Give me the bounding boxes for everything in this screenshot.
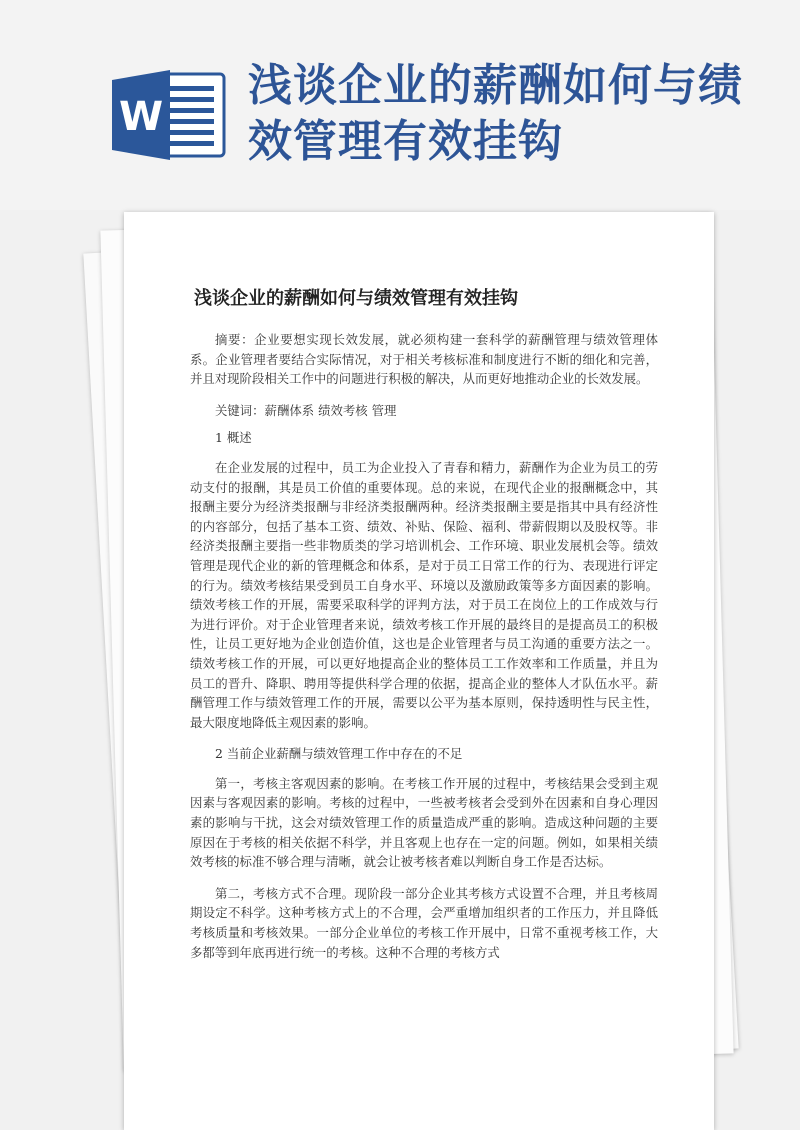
document-title: 浅谈企业的薪酬如何与绩效管理有效挂钩 <box>194 288 518 309</box>
svg-text:W: W <box>119 94 164 140</box>
body-paragraph: 在企业发展的过程中，员工为企业投入了青春和精力，薪酬作为企业为员工的劳动支付的报酬，其是员工价值的重要体现。总的来说，在现代企业的报酬概念中，其报酬主要分为经济类报酬与非经济类报酬两种。经济类报酬主要是指其中具有经济性的内容部分，包括了基本工资、绩效、补贴、保险、福利、带薪假期以及股权等。非经济类报酬主要指一些非物质类的学习培训机会、工作环境、职业发展机会等。绩效管理是现代企业的新的管理概念和体系，是对于员工日常工作的行为、表现进行评定的行为。绩效考核结果受到员工自身水平、环境以及激励政策等多方面因素的影响。绩效考核工作的开展，需要采取科学的评判方法，对于员工在岗位上的工作成效与行为进行评价。对于企业管理者来说，绩效考核工作开展的最终目的是提高员工的积极性，让员工更好地为企业创造价值，这也是企业管理者与员工沟通的重要方法之一。绩效考核工作的开展，可以更好地提高企业的整体员工工作效率和工作质量，并且为员工的晋升、降职、聘用等提供科学合理的依据，提高企业的整体人才队伍水平。薪酬管理工作与绩效管理工作的开展，需要以公平为基本原则，保持透明性与民主性，最大限度地降低主观因素的影响。 <box>190 459 658 730</box>
word-document-icon <box>108 64 228 164</box>
section-heading: 2 当前企业薪酬与绩效管理工作中存在的不足 <box>215 746 463 762</box>
document-page <box>124 212 714 1130</box>
body-paragraph: 第二，考核方式不合理。现阶段一部分企业其考核方式设置不合理，并且考核周期设定不科学。这种考核方式上的不合理，会严重增加组织者的工作压力，并且降低考核质量和考核效果。一部分企业单位的考核工作开展中，日常不重视考核工作，大多都等到年底再进行统一的考核。这种不合理的考核方式 <box>190 885 658 960</box>
body-paragraph: 第一，考核主客观因素的影响。在考核工作开展的过程中，考核结果会受到主观因素与客观因素的影响。考核的过程中，一些被考核者会受到外在因素和自身心理因素的影响与干扰，这会对绩效管理工作的质量造成严重的影响。造成这种问题的主要原因在于考核的相关依据不科学，并且客观上也存在一定的问题。例如，如果相关绩效考核的标准不够合理与清晰，就会让被考核者难以判断自身工作是否达标。 <box>190 775 658 870</box>
section-heading: 1 概述 <box>215 430 252 446</box>
keywords-line: 关键词：薪酬体系 绩效考核 管理 <box>215 402 397 418</box>
document-body <box>190 330 658 974</box>
abstract-paragraph: 摘要：企业要想实现长效发展，就必须构建一套科学的薪酬管理与绩效管理体系。企业管理者要结合实际情况，对于相关考核标准和制度进行不断的细化和完善，并且对现阶段相关工作中的问题进行积极的解决，从而更好地推动企业的长效发展。 <box>190 332 658 387</box>
banner-title: 浅谈企业的薪酬如何与绩效管理有效挂钩 <box>248 60 743 167</box>
header-banner <box>0 0 800 210</box>
